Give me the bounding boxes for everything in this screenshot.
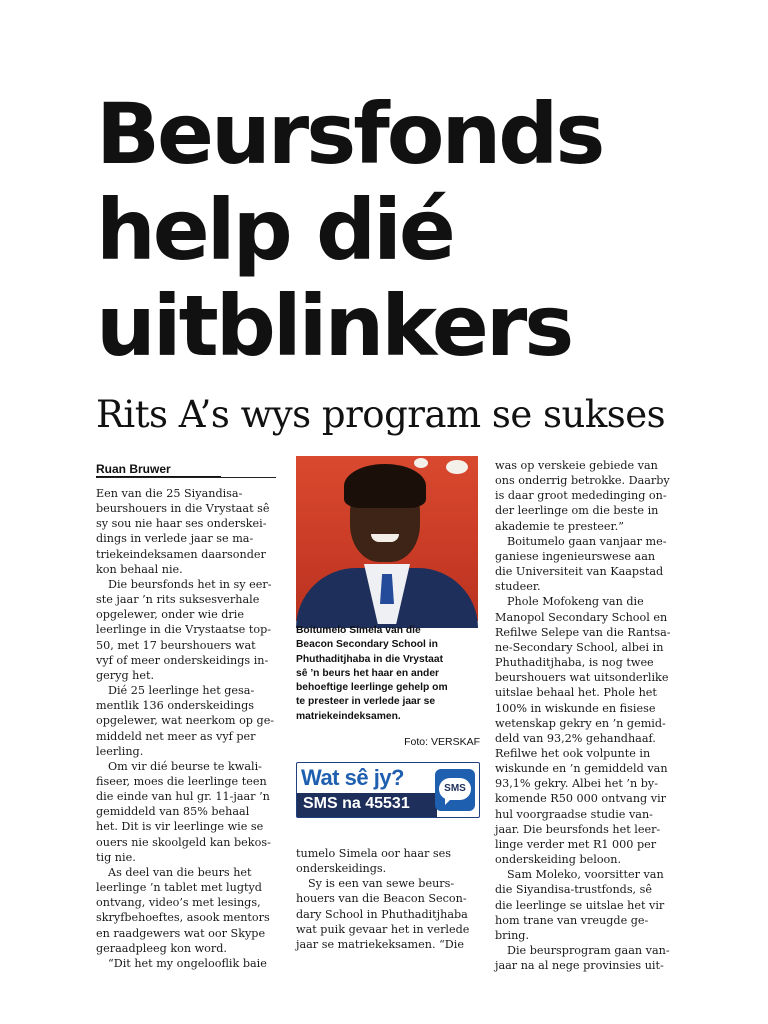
article-line: vyf of meer onderskeidings in- <box>96 653 269 667</box>
article-line: Refilwe Selepe van die Rantsa- <box>495 625 671 639</box>
caption-line: Beacon Secondary School in <box>296 639 438 651</box>
caption-line: te presteer in verlede jaar se <box>296 696 436 708</box>
article-line: middeld net meer as vyf per <box>96 729 256 743</box>
article-line: As deel van die beurs het <box>108 865 252 879</box>
article-line: 93,1% gekry. Albei het ’n by- <box>495 777 658 791</box>
article-line: ons onderrig betrokke. Daarby <box>495 474 670 488</box>
article-line: die leerlinge se uitslae het vir <box>495 898 665 912</box>
article-line: 50, met 17 beurshouers wat <box>96 638 256 652</box>
article-line: ne-Secondary School, albei in <box>495 640 664 654</box>
article-line: Dié 25 leerlinge het gesa- <box>108 684 255 698</box>
article-line: ste jaar ’n rits suksesverhale <box>96 593 260 607</box>
caption-line: Boitumelo Simela van die <box>296 625 421 636</box>
article-line: Boitumelo gaan vanjaar me- <box>507 534 667 548</box>
tie <box>380 574 394 604</box>
article-line: onderskeidings. <box>296 862 387 876</box>
article-line: die einde van hul gr. 11-jaar ’n <box>96 790 270 804</box>
article-line: wiskunde en ’n gemiddeld van <box>495 762 668 776</box>
article-line: Manopol Secondary School en <box>495 610 668 624</box>
article-line: houers van die Beacon Secon- <box>296 892 467 906</box>
subheadline: Rits A’s wys program se sukses <box>96 393 666 436</box>
article-line: studeer. <box>495 580 541 594</box>
caption-line: behoeftige leerlinge gehelp om <box>296 682 448 694</box>
smile <box>371 534 399 542</box>
sms-feedback-box <box>296 762 480 818</box>
article-line: ontvang, video’s met lesings, <box>96 896 261 910</box>
article-line: jaar na al nege provinsies uit- <box>495 959 664 973</box>
article-line: deld van 93,2% gehandhaaf. <box>495 731 656 745</box>
article-line: is daar groot mededinging on- <box>495 489 667 503</box>
article-line: linge verder met R1 000 per <box>495 837 657 851</box>
photo-credit: Foto: VERSKAF <box>404 736 480 748</box>
article-line: hul voorgraadse studie van- <box>495 807 653 821</box>
article-column-3 <box>495 458 677 973</box>
article-line: beurshouers wat uitsonderlike <box>495 671 669 685</box>
background-spot <box>414 458 428 468</box>
article-line: opgelewer, onder wie drie <box>96 608 244 622</box>
article-line: bring. <box>495 928 530 942</box>
article-line: leerling. <box>96 744 144 758</box>
article-line: “Dit het my ongelooflik baie <box>108 956 267 970</box>
article-line: der leerlinge om die beste in <box>495 504 659 518</box>
article-line: tumelo Simela oor haar ses <box>296 847 452 860</box>
author-name: Ruan Bruwer <box>96 462 221 477</box>
article-line: Phuthaditjhaba, is nog twee <box>495 656 654 670</box>
background-spot <box>446 460 468 474</box>
article-line: was op verskeie gebiede van <box>495 459 658 472</box>
article-line: Om vir dié beurse te kwali- <box>108 759 262 773</box>
article-line: uitslae behaal het. Phole het <box>495 686 657 700</box>
article-line: mentlik 136 onderskeidings <box>96 699 254 713</box>
caption-line: matriekeindeksamen. <box>296 710 401 722</box>
headline-line: Beursfonds <box>96 85 603 183</box>
article-line: en raadgewers wat oor Skype <box>96 926 266 940</box>
article-line: 100% in wiskunde en fisiese <box>495 701 656 715</box>
article-line: ganiese ingenieurswese aan <box>495 549 656 563</box>
article-line: beurshouers in die Vrystaat sê <box>96 502 270 516</box>
article-line: jaar. Die beursfonds het leer- <box>495 822 661 836</box>
sms-bubble-icon <box>435 769 475 811</box>
article-line: wetenskap gekry en ’n gemid- <box>495 716 666 730</box>
byline <box>96 462 276 478</box>
article-line: tig nie. <box>96 850 136 864</box>
sms-bubble-label: SMS <box>439 778 471 800</box>
article-line: die Siyandisa-trustfonds, sê <box>495 883 653 897</box>
article-line: fiseer, moes die leerlinge teen <box>96 774 267 788</box>
article-line: dary School in Phuthaditjhaba <box>296 907 468 921</box>
sms-question: Wat sê jy? <box>301 765 404 790</box>
article-line: Refilwe het ook volpunte in <box>495 746 651 760</box>
headline-line: uitblinkers <box>96 277 572 375</box>
bubble-tail <box>445 797 453 805</box>
article-line: ouers nie skoolgeld kan bekos- <box>96 835 271 849</box>
article-line: dings in verlede jaar se ma- <box>96 532 254 546</box>
headline <box>96 86 696 374</box>
article-line: onderskeiding beloon. <box>495 853 622 867</box>
student-photo <box>296 456 478 621</box>
article-line: Een van die 25 Siyandisa- <box>96 487 243 500</box>
article-line: akademie te presteer.” <box>495 519 624 533</box>
article-line: die Universiteit van Kaapstad <box>495 565 664 579</box>
article-line: geraadpleeg kon word. <box>96 941 227 955</box>
article-line: Die beursfonds het in sy eer- <box>108 577 272 591</box>
article-line: skryfbehoeftes, asook mentors <box>96 911 270 925</box>
article-line: het. Dit is vir leerlinge wie se <box>96 820 264 834</box>
article-line: kon behaal nie. <box>96 562 183 576</box>
article-line: triekeindeksamen daarsonder <box>96 547 266 561</box>
article-line: wat puik gevaar het in verlede <box>296 922 470 936</box>
article-line: hom trane van vreugde ge- <box>495 913 649 927</box>
sms-number: SMS na 45531 <box>303 795 410 812</box>
hair <box>344 464 426 508</box>
article-line: Die beursprogram gaan van- <box>507 944 670 957</box>
article-line: leerlinge ’n tablet met lugtyd <box>96 881 262 895</box>
article-line: gemiddeld van 85% behaal <box>96 805 250 819</box>
caption-line: Phuthaditjhaba in die Vrystaat <box>296 653 444 665</box>
article-line: jaar se matriekeksamen. “Die <box>296 937 464 951</box>
caption-line: sê ’n beurs het haar en ander <box>296 667 440 679</box>
photo-caption <box>296 624 480 724</box>
article-line: Sam Moleko, voorsitter van <box>507 868 664 882</box>
article-line: sy sou nie haar ses onderskei- <box>96 517 267 531</box>
article-line: leerlinge in die Vrystaatse top- <box>96 623 272 637</box>
headline-line: help dié <box>96 181 453 279</box>
article-line: opgelewer, wat neerkom op ge- <box>96 714 275 728</box>
article-line: geryg het. <box>96 668 155 682</box>
article-column-1 <box>96 486 282 970</box>
article-line: Phole Mofokeng van die <box>507 595 644 609</box>
article-line: komende R50 000 ontvang vir <box>495 792 667 806</box>
article-line: Sy is een van sewe beurs- <box>308 877 455 891</box>
article-column-2 <box>296 846 482 951</box>
